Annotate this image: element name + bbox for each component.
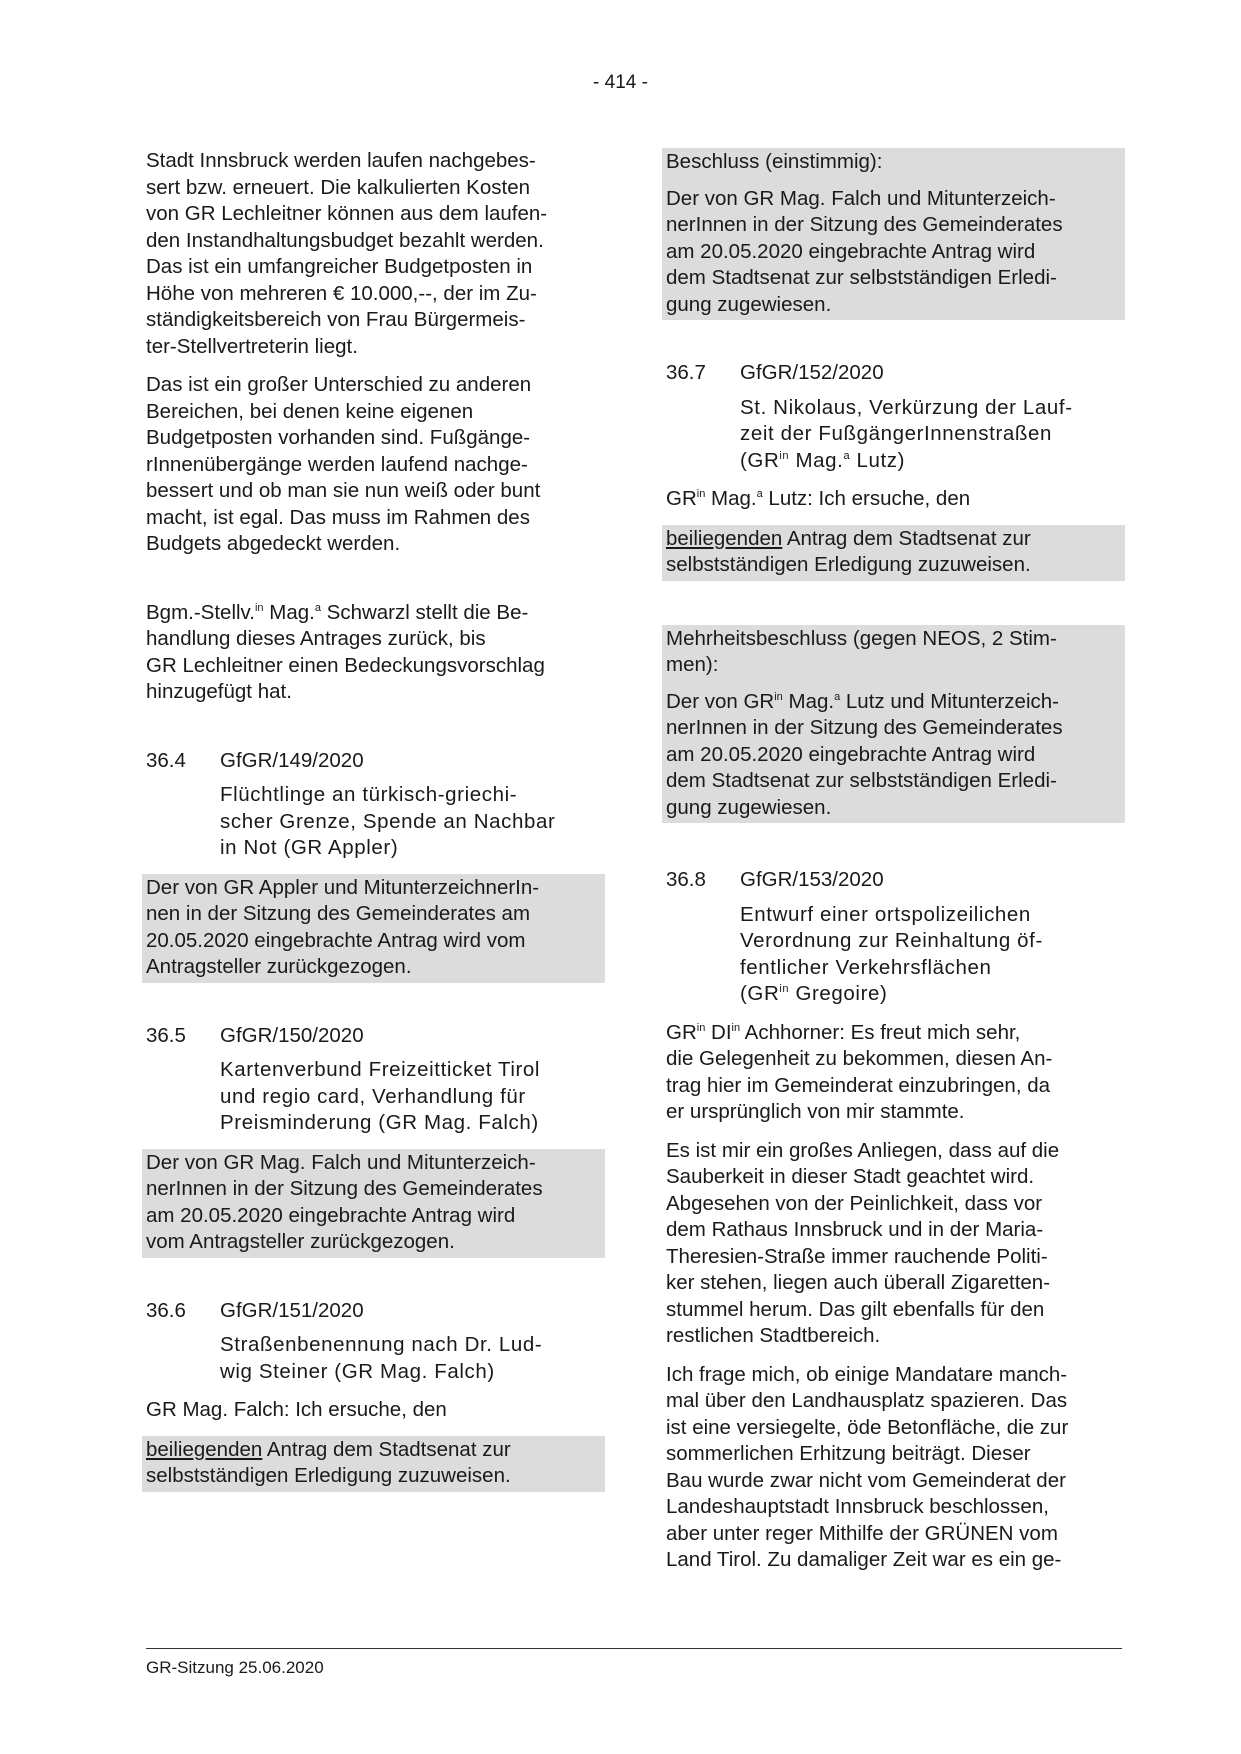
agenda-item-36-4 [146,748,601,983]
resolution-box: Der von GR Appler und MitunterzeichnerIn- nen in der Sitzung des Gemeinderates am 20.05.2020 eingebrachte Antrag wird vom Antragsteller zurückgezogen. [142,874,605,983]
resolution-box: Beschluss (einstimmig): Der von GR Mag. Falch und Mitunterzeich- nerInnen in der Sitzung des Gemeinderates am 20.05.2020 eingebrachte Antrag wird dem Stadtsenat zur selbstständigen Erledi- gung zugewiesen. [662,148,1125,320]
item-title: Flüchtlinge an türkisch-griechi- scher Grenze, Spende an Nachbar in Not (GR Appler) [220,783,556,859]
item-code: GfGR/151/2020 [220,1298,364,1322]
speaker-statement: GR Mag. Falch: Ich ersuche, den [146,1398,447,1421]
paragraph-budget: Stadt Innsbruck werden laufen nachgebes- sert bzw. erneuert. Die kalkulierten Kosten von GR Lechleitner können aus dem laufen- den Instandhaltungsbudget bezahlt werden. Das ist ein umfangreicher Budgetposten in Höhe von mehreren € 10.000,--, der im Zu- ständigkeitsbereich von Frau Bürgermeis- ter-Stellvertreterin liegt. [146,149,548,358]
item-number: 36.6 [146,1298,186,1322]
footer-divider [146,1648,1122,1649]
item-title: Straßenbenennung nach Dr. Lud- wig Steiner (GR Mag. Falch) [220,1333,543,1383]
item-number: 36.5 [146,1023,186,1047]
speaker-statement: $GR^{in}$ $DI^{in}$ Achhorner: Es freut mich sehr, die Gelegenheit zu bekommen, diesen An- trag hier im Gemeinderat einzubringen, da er ursprünglich von mir stammte. [666,1020,1053,1123]
item-code: GfGR/153/2020 [740,868,884,891]
page-number: - 414 - [593,72,648,93]
footer-session-date: GR-Sitzung 25.06.2020 [146,1658,324,1677]
item-number: 36.4 [146,748,186,772]
speaker-statement: $GR^{in}$ Mag.$^a$ Lutz: Ich ersuche, den [666,487,971,510]
agenda-item-36-6 [146,1298,601,1492]
paragraph-cleanliness: Es ist mir ein großes Anliegen, dass auf die Sauberkeit in dieser Stadt geachtet wird. Abgesehen von der Peinlichkeit, dass vor dem Rathaus Innsbruck und in der Maria- Theresien-Straße immer rauchende Politi- ker stehen, liegen auch überall Zigaretten- stummel herum. Das gilt ebenfalls für den restlichen Stadtbereich. [666,1138,1060,1347]
resolution-heading: Mehrheitsbeschluss (gegen NEOS, 2 Stim- men): [666,626,1057,676]
item-code: GfGR/149/2020 [220,748,364,772]
item-number: 36.8 [666,868,706,891]
motion-box: beiliegenden Antrag dem Stadtsenat zur selbstständigen Erledigung zuzuweisen. [662,525,1125,581]
item-code: GfGR/150/2020 [220,1023,364,1047]
paragraph-landhausplatz: Ich frage mich, ob einige Mandatare manch- mal über den Landhausplatz spazieren. Das ist eine versiegelte, öde Betonfläche, die zur sommerlichen Erhitzung beiträgt. Dieser Bau wurde zwar nicht vom Gemeinderat der Landeshauptstadt Innsbruck beschlossen, aber unter reger Mithilfe der GRÜNEN vom Land Tirol. Zu damaliger Zeit war es ein ge- [666,1362,1069,1571]
resolution-heading: Beschluss (einstimmig): [666,150,883,173]
item-number: 36.7 [666,361,706,384]
paragraph-deferral: Bgm.-Stellv.$^{in}$ Mag.$^a$ Schwarzl stellt die Be- handlung dieses Antrages zurück, bis GR Lechleitner einen Bedeckungsvorschlag hinzugefügt hat. [146,600,545,703]
paragraph-difference: Das ist ein großer Unterschied zu anderen Bereichen, bei denen keine eigenen Budgetposten vorhanden sind. Fußgänge- rInnenübergänge werden laufend nachge- bessert und ob man sie nun weiß oder bunt macht, ist egal. Das muss im Rahmen des Budgets abgedeckt werden. [146,373,541,555]
agenda-item-36-7 [666,360,1121,581]
left-column [146,148,601,1492]
agenda-item-36-8 [666,867,1121,1574]
agenda-item-36-5 [146,1023,601,1258]
item-title: Kartenverbund Freizeitticket Tirol und regio card, Verhandlung für Preisminderung (GR Mag. Falch) [220,1058,541,1134]
majority-resolution-box: Mehrheitsbeschluss (gegen NEOS, 2 Stim- men): Der von $GR^{in}$ Mag.$^a$ Lutz und Mitunterzeich- nerInnen in der Sitzung des Gemeinderates am 20.05.2020 eingebrachte Antrag wird dem Stadtsenat zur selbstständigen Erledi- gung zugewiesen. [662,625,1125,824]
right-column [666,148,1121,1574]
item-title: Entwurf einer ortspolizeilichen Verordnung zur Reinhaltung öf- fentlicher Verkehrsflächen ($GR^{in}$ Gregoire) [740,902,1043,1005]
resolution-box: Der von GR Mag. Falch und Mitunterzeich- nerInnen in der Sitzung des Gemeinderates am 20.05.2020 eingebrachte Antrag wird vom Antragsteller zurückgezogen. [142,1149,605,1258]
item-code: GfGR/152/2020 [740,361,884,384]
item-title: St. Nikolaus, Verkürzung der Lauf- zeit der FußgängerInnenstraßen ($GR^{in}$ Mag.$^a$ Lutz) [740,395,1073,472]
motion-box: beiliegenden Antrag dem Stadtsenat zur selbstständigen Erledigung zuzuweisen. [142,1436,605,1492]
